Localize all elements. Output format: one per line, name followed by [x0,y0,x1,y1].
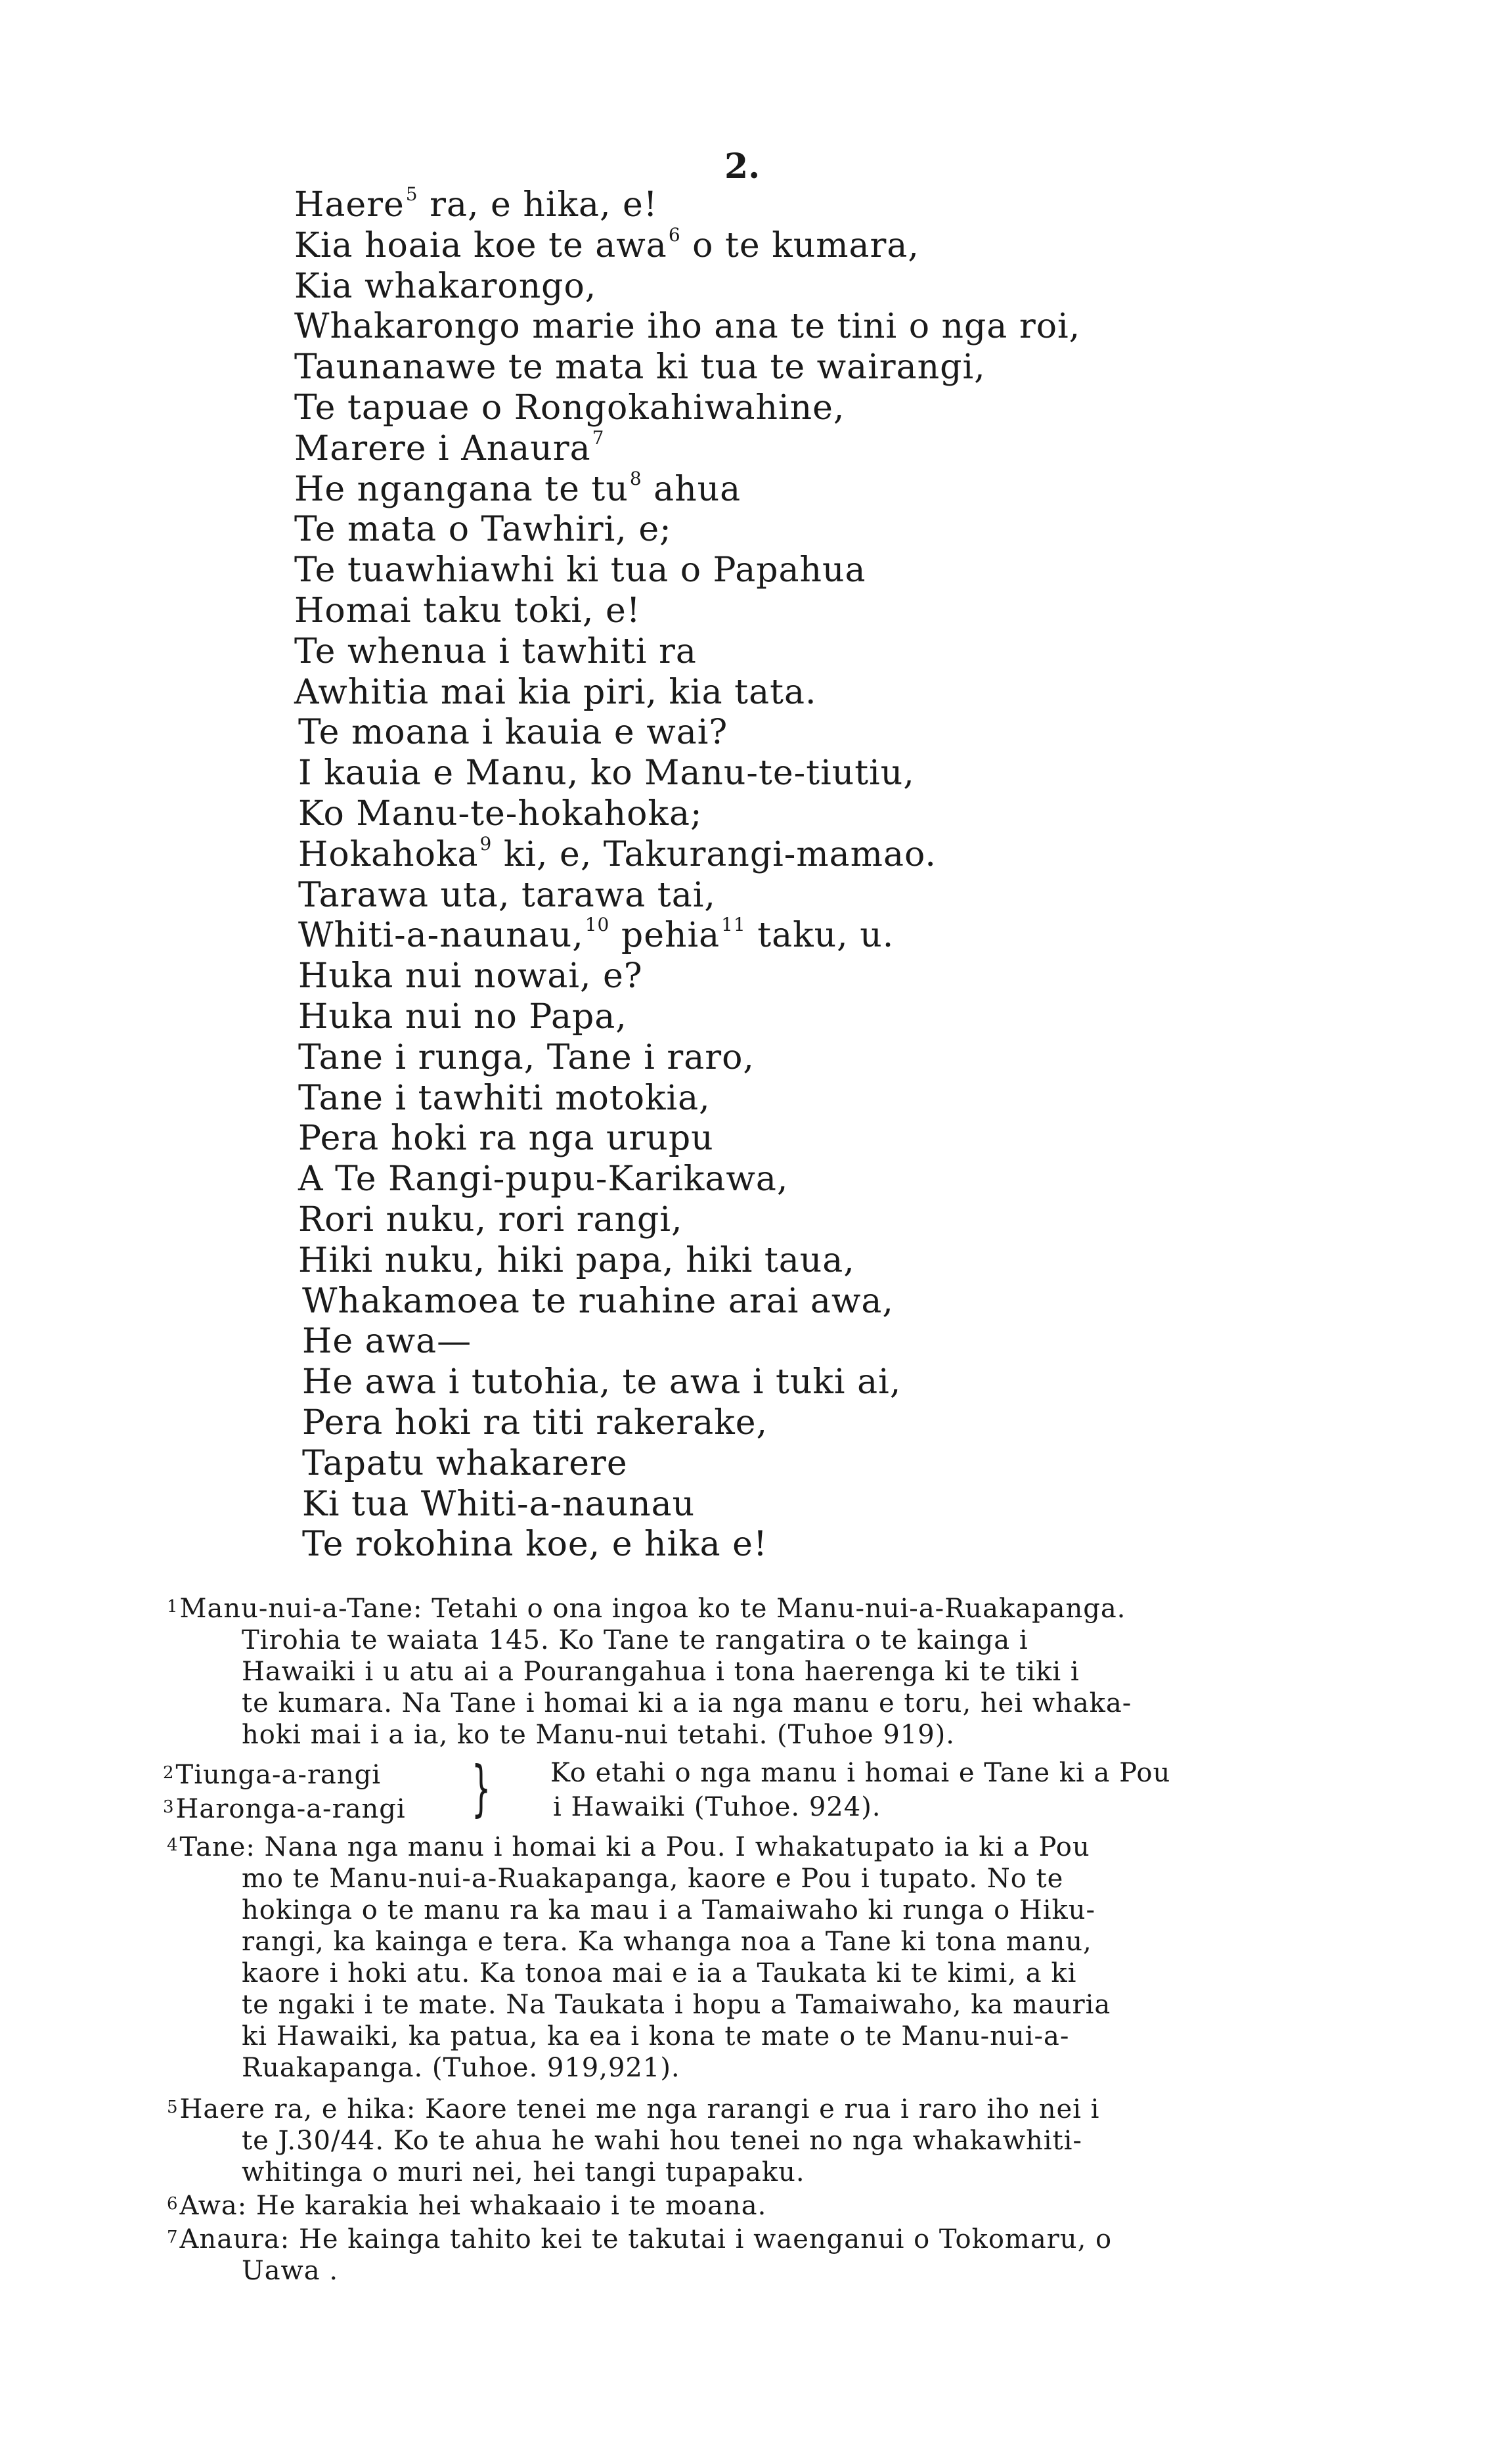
poem-text: Kia whakarongo, [294,266,597,306]
poem-line [294,467,1080,510]
poem [294,185,1080,1565]
footnote-text: Awa: He karakia hei whakaaio i te moana. [179,2191,767,2221]
footnote-line [242,1656,1352,1688]
poem-line [294,832,1080,876]
poem-text: He awa i tutohia, te awa i tuki ai, [302,1362,902,1402]
footnote-text: te kumara. Na Tane i homai ki a ia nga manu e toru, hei whaka- [242,1688,1132,1718]
poem-line [294,673,1080,713]
poem-text: He awa— [302,1322,472,1362]
poem-line [294,1038,1080,1079]
footnote-line [242,1894,1352,1926]
poem-line [294,1200,1080,1241]
footnote-line [242,1719,1352,1751]
poem-text: A Te Rangi-pupu-Karikawa, [298,1159,789,1199]
footnote-ref: 10 [585,914,610,936]
footnote-line [242,1958,1352,1989]
footnote-line [242,2125,1352,2157]
poem-line [294,713,1080,753]
footnote-marker: 1 [167,1597,179,1617]
poem-text: Ki tua Whiti-a-naunau [302,1484,696,1524]
footnote-text: whitinga o muri nei, hei tangi tupapaku. [242,2157,805,2187]
footnote-1 [163,1591,1352,1751]
footnote-ref: 8 [629,467,642,489]
poem-text: pehia [609,916,720,956]
poem-text: Homai taku toki, e! [294,591,641,631]
page-number: 2. [724,146,761,187]
footnote-ref: 11 [721,914,746,936]
poem-text: Pera hoki ra titi rakerake, [302,1402,768,1443]
poem-line [294,997,1080,1038]
footnote-5 [163,2092,1352,2188]
footnote-ref: 7 [592,426,605,449]
footnote-text: ki Hawaiki, ka patua, ka ea i kona te mate o te Manu-nui-a- [242,2021,1070,2051]
poem-line [294,510,1080,550]
footnote-text: hokinga o te manu ra ka mau i a Tamaiwaho ki runga o Hiku- [242,1895,1096,1925]
poem-line [294,632,1080,673]
poem-text: Tane i tawhiti motokia, [298,1078,711,1118]
poem-line [294,1282,1080,1322]
poem-line [294,591,1080,632]
poem-line [294,1362,1080,1403]
poem-line [294,347,1080,388]
poem-text: I kauia e Manu, ko Manu-te-tiutiu, [298,753,915,794]
footnote-line [242,2052,1352,2084]
footnote-text: hoki mai i a ia, ko te Manu-nui tetahi. (Tuhoe 919). [242,1720,955,1750]
footnote-line [242,1863,1352,1894]
poem-text: Kia hoaia koe te awa [294,225,667,265]
footnote-line [167,2222,1352,2255]
footnote-text: Anaura: He kainga tahito kei te takutai i waenganui o Tokomaru, o [179,2224,1113,2254]
poem-text: ahua [642,469,741,509]
footnote-6 [163,2188,1352,2222]
footnote-text: te J.30/44. Ko te ahua he wahi hou tenei no nga whakawhiti- [242,2126,1082,2156]
poem-text: Tapatu whakarere [302,1443,628,1483]
poem-text: Te rokohina koe, e hika e! [302,1525,768,1565]
footnote-ref: 5 [405,183,418,205]
poem-text: ki, e, Takurangi-mamao. [492,834,937,874]
poem-line [294,426,1080,470]
footnote-text: te ngaki i te mate. Na Taukata i hopu a Tamaiwaho, ka mauria [242,1990,1111,2020]
poem-text: Huka nui nowai, e? [298,956,643,997]
footnote-text: mo te Manu-nui-a-Ruakapanga, kaore e Pou i tupato. No te [242,1864,1064,1894]
footnote-text: Tirohia te waiata 145. Ko Tane te rangatira o te kainga i [242,1625,1028,1655]
poem-line [294,956,1080,997]
footnote-2-3 [163,1753,1352,1824]
footnote-marker: 4 [167,1835,179,1855]
footnote-line [242,1989,1352,2021]
poem-line [294,753,1080,794]
footnote-3-label: $^3$Haronga-a-rangi [163,1794,406,1824]
poem-text: o te kumara, [680,225,919,265]
footnote-line [242,2021,1352,2052]
poem-text: Haere [294,185,405,225]
footnote-ref: 9 [479,832,493,855]
footnote-text: Manu-nui-a-Tane: Tetahi o ona ingoa ko te Manu-nui-a-Ruakapanga. [179,1594,1126,1624]
poem-line [294,267,1080,307]
poem-text: Te mata o Tawhiri, e; [294,510,672,550]
footnote-line [167,1591,1352,1624]
poem-line [294,1241,1080,1282]
poem-text: Hiki nuku, hiki papa, hiki taua, [298,1240,855,1280]
poem-text: ra, e hika, e! [418,185,658,225]
footnote-text: rangi, ka kainga e tera. Ka whanga noa a Tane ki tona manu, [242,1927,1092,1957]
footnote-line [242,1624,1352,1656]
poem-line [294,185,1080,226]
footnote-text: Tane: Nana nga manu i homai ki a Pou. I whakatupato ia ki a Pou [179,1832,1090,1862]
poem-line [294,1403,1080,1444]
footnote-2-3-text-2: i Hawaiki (Tuhoe. 924). [553,1792,881,1822]
footnote-line [167,1829,1352,1863]
poem-text: Whakarongo marie iho ana te tini o nga roi, [294,307,1081,347]
right-brace-icon: } [472,1753,491,1824]
poem-text: He ngangana te tu [294,469,629,509]
poem-line [294,223,1080,267]
poem-text: Te whenua i tawhiti ra [294,631,697,671]
poem-line [294,1525,1080,1565]
footnote-line [167,2188,1352,2222]
poem-line [294,1444,1080,1485]
footnote-2-label: $^2$Tiunga-a-rangi [163,1760,382,1790]
poem-line [294,388,1080,429]
footnote-ref: 6 [668,223,681,246]
poem-line [294,1119,1080,1159]
poem-text: Tarawa uta, tarawa tai, [298,875,716,915]
footnote-2-3-text-1: Ko etahi o nga manu i homai e Tane ki a Pou [550,1758,1171,1788]
footnote-line [242,2157,1352,2188]
footnote-text: Uawa . [242,2256,339,2286]
poem-line [294,1159,1080,1200]
poem-line [294,550,1080,591]
footnote-4 [163,1829,1352,2084]
footnotes [163,1591,1352,2287]
footnote-marker: 5 [167,2097,179,2117]
poem-text: Hokahoka [298,834,479,874]
footnote-text: kaore i hoki atu. Ka tonoa mai e ia a Taukata ki te kimi, a ki [242,1958,1077,1988]
poem-text: Awhitia mai kia piri, kia tata. [294,672,817,712]
poem-line [294,307,1080,347]
poem-line [294,1079,1080,1119]
footnote-line [242,2255,1352,2287]
poem-text: Te moana i kauia e wai? [298,713,728,753]
poem-text: Whiti-a-naunau, [298,916,584,956]
footnote-text: Hawaiki i u atu ai a Pourangahua i tona haerenga ki te tiki i [242,1657,1080,1687]
poem-text: Huka nui no Papa, [298,997,627,1037]
footnote-marker: 7 [167,2228,179,2247]
footnote-line [167,2092,1352,2125]
poem-text: Te tuawhiawhi ki tua o Papahua [294,550,866,591]
footnote-marker: 6 [167,2194,179,2214]
poem-line [294,916,1080,956]
poem-line [294,1485,1080,1525]
poem-line [294,876,1080,916]
poem-line [294,1322,1080,1362]
footnote-text: Ruakapanga. (Tuhoe. 919,921). [242,2053,680,2083]
poem-text: Pera hoki ra nga urupu [298,1119,714,1159]
poem-text: taku, u. [745,916,895,956]
poem-text: Ko Manu-te-hokahoka; [298,794,703,834]
poem-text: Rori nuku, rori rangi, [298,1199,683,1240]
poem-text: Whakamoea te ruahine arai awa, [302,1281,894,1321]
footnote-7 [163,2222,1352,2287]
poem-text: Te tapuae o Rongokahiwahine, [294,388,845,428]
poem-text: Tane i runga, Tane i raro, [298,1037,755,1077]
poem-line [294,794,1080,835]
poem-text: Taunanawe te mata ki tua te wairangi, [294,347,986,388]
poem-text: Marere i Anaura [294,428,591,468]
footnote-text: Haere ra, e hika: Kaore tenei me nga rarangi e rua i raro iho nei i [179,2094,1100,2124]
footnote-line [242,1926,1352,1958]
footnote-line [242,1688,1352,1719]
